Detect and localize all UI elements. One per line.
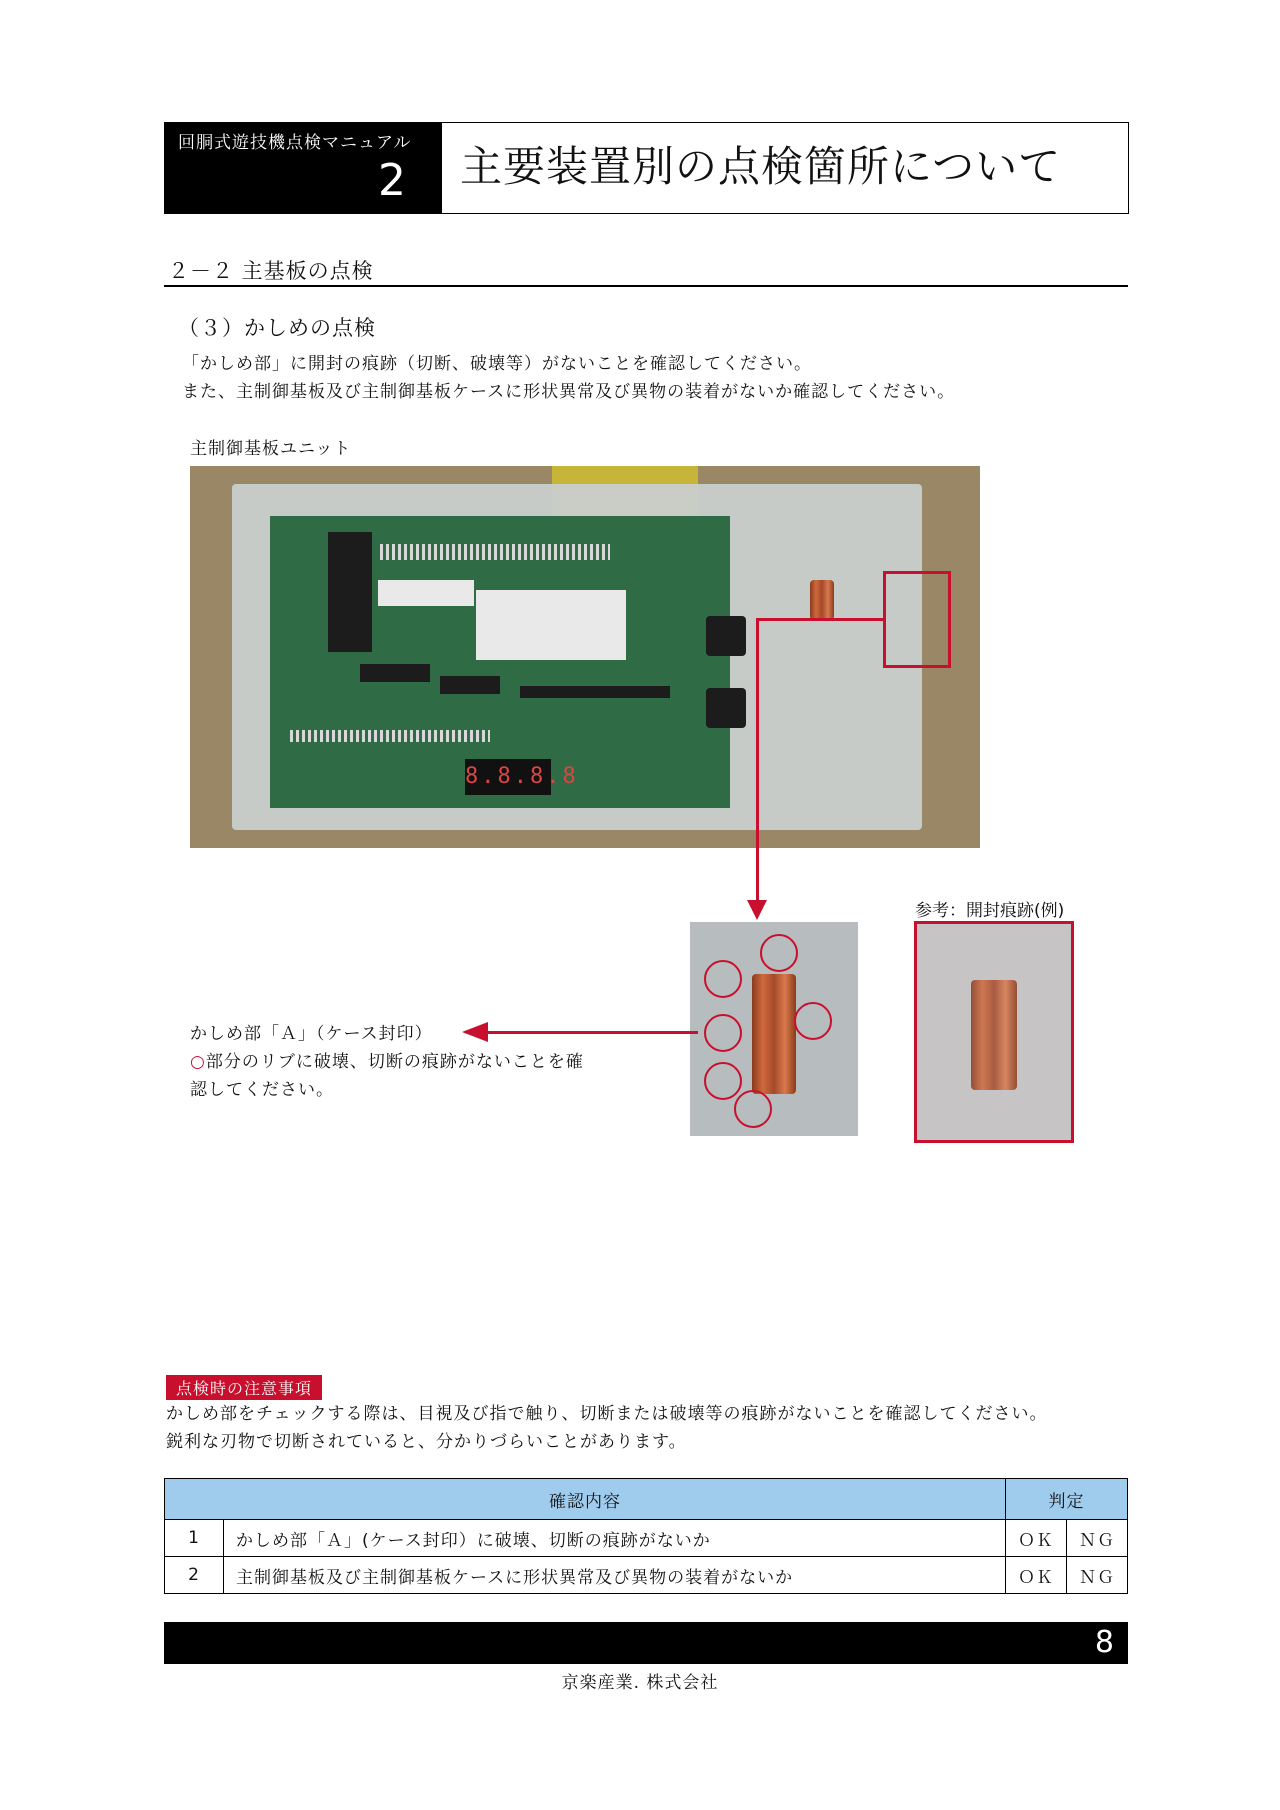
tamper-example-photo xyxy=(914,921,1074,1143)
ng-option[interactable]: ＮＧ xyxy=(1067,1557,1128,1594)
chapter-number: 2 xyxy=(378,155,406,206)
callout-line xyxy=(486,1031,698,1034)
section-divider xyxy=(164,285,1128,287)
rib-circle xyxy=(704,960,742,998)
arrow-left-icon xyxy=(462,1022,488,1042)
row-item: 主制御基板及び主制御基板ケースに形状異常及び異物の装着がないか xyxy=(224,1557,1006,1594)
board-component xyxy=(706,616,746,656)
callout-line-1: かしめ部「Ａ」（ケース封印） xyxy=(190,1024,433,1044)
board-connector xyxy=(290,730,490,742)
main-board-photo xyxy=(190,466,980,848)
row-item: かしめ部「Ａ」(ケース封印）に破壊、切断の痕跡がないか xyxy=(224,1520,1006,1557)
caulking-detail-photo xyxy=(690,922,858,1136)
board-chip xyxy=(520,686,670,698)
callout-line xyxy=(756,618,759,902)
table-row xyxy=(165,1520,1128,1557)
table-header-row xyxy=(165,1479,1128,1520)
rib-circle xyxy=(704,1014,742,1052)
circle-marker-icon: ○ xyxy=(190,1052,206,1072)
seven-segment-display: 8.8.8.8 xyxy=(465,759,551,795)
caution-line: かしめ部をチェックする際は、目視及び指で触り、切断または破壊等の痕跡がないことを確認してください。 xyxy=(166,1404,1048,1424)
page-number: 8 xyxy=(1094,1625,1114,1660)
intro-line: 「かしめ部」に開封の痕跡（切断、破壊等）がないことを確認してください。 xyxy=(182,354,812,374)
caulking-part-a xyxy=(800,570,844,630)
intro-text xyxy=(182,350,955,406)
copper-rivet xyxy=(752,974,796,1094)
header-check-content: 確認内容 xyxy=(165,1479,1006,1520)
rib-circle xyxy=(794,1002,832,1040)
callout-line-2 xyxy=(190,1048,584,1076)
manual-name: 回胴式遊技機点検マニュアル xyxy=(178,133,412,153)
rib-circle xyxy=(760,934,798,972)
board-chip xyxy=(440,676,500,694)
copper-rivet xyxy=(810,580,834,620)
row-number: 2 xyxy=(165,1557,224,1594)
company-name: 京楽産業. 株式会社 xyxy=(561,1673,719,1693)
ok-option[interactable]: ＯＫ xyxy=(1006,1520,1067,1557)
board-component xyxy=(706,688,746,728)
photo-label: 主制御基板ユニット xyxy=(190,439,352,459)
board-label xyxy=(378,580,474,606)
subsection-title: （３）かしめの点検 xyxy=(178,316,376,340)
rib-circle xyxy=(704,1062,742,1100)
callout-line-3: 認してください。 xyxy=(190,1080,334,1100)
section-title: ２－２ 主基板の点検 xyxy=(168,259,374,283)
board-connector xyxy=(380,544,610,560)
rib-circle xyxy=(734,1090,772,1128)
arrow-down-icon xyxy=(747,900,767,920)
row-number: 1 xyxy=(165,1520,224,1557)
caution-line: 鋭利な刃物で切断されていると、分かりづらいことがあります。 xyxy=(166,1432,687,1452)
caution-badge: 点検時の注意事項 xyxy=(166,1375,322,1400)
reference-label: 参考：開封痕跡(例) xyxy=(915,901,1065,921)
table-row xyxy=(165,1557,1128,1594)
chapter-title-block xyxy=(442,122,1129,214)
intro-line: また、主制御基板及び主制御基板ケースに形状異常及び異物の装着がないか確認してください。 xyxy=(182,382,956,402)
callout-text: 部分のリブに破壊、切断の痕跡がないことを確 xyxy=(205,1052,584,1072)
header-judgement: 判定 xyxy=(1006,1479,1128,1520)
caulking-highlight-box xyxy=(883,571,951,668)
board-label xyxy=(476,590,626,660)
copper-rivet xyxy=(971,980,1017,1090)
footer-bar xyxy=(164,1622,1128,1664)
board-chip xyxy=(360,664,430,682)
board-chip xyxy=(328,532,372,652)
ok-option[interactable]: ＯＫ xyxy=(1006,1557,1067,1594)
checklist-table xyxy=(164,1478,1128,1594)
caution-text xyxy=(166,1400,1048,1456)
ng-option[interactable]: ＮＧ xyxy=(1067,1520,1128,1557)
chapter-title: 主要装置別の点検箇所について xyxy=(460,142,1062,191)
callout-line xyxy=(756,618,884,621)
chapter-header-block xyxy=(164,122,442,214)
